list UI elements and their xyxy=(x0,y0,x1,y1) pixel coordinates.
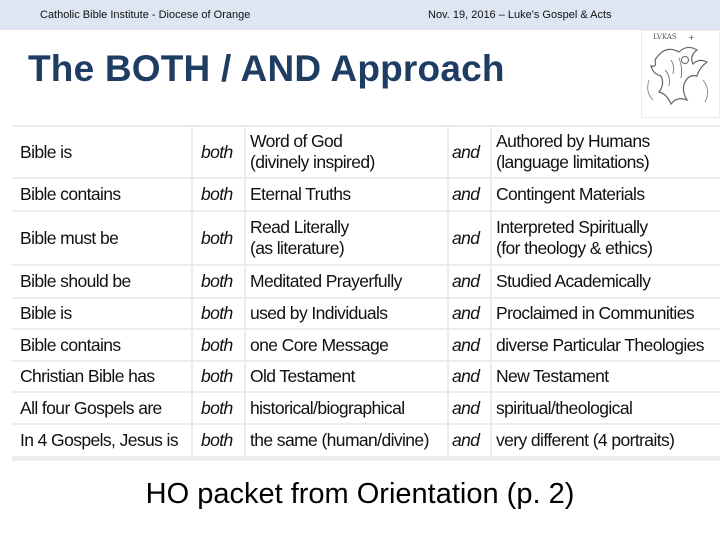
and-cell xyxy=(452,299,479,328)
column-divider xyxy=(447,127,449,177)
both-cell xyxy=(201,127,233,177)
and-cell xyxy=(452,266,479,297)
column-divider xyxy=(447,425,449,456)
both-cell xyxy=(201,393,233,423)
and-cell-text: and xyxy=(452,227,480,248)
and-cell-text: and xyxy=(452,430,480,450)
second-aspect-cell-text: Proclaimed in Communities xyxy=(496,303,694,323)
first-aspect-cell-text: used by Individuals xyxy=(250,303,388,323)
and-cell xyxy=(452,425,479,456)
and-cell-text: and xyxy=(452,141,480,162)
first-aspect-cell-text: historical/biographical xyxy=(250,397,405,418)
column-divider xyxy=(490,362,492,391)
subject-cell xyxy=(20,299,72,328)
table-row xyxy=(12,393,720,423)
footer-caption: HO packet from Orientation (p. 2) xyxy=(145,478,575,510)
slide-title: The BOTH / AND Approach xyxy=(28,48,505,89)
column-divider xyxy=(490,212,492,264)
subject-cell-text: All four Gospels are xyxy=(20,397,162,418)
column-divider xyxy=(191,212,193,264)
column-divider xyxy=(191,393,193,423)
first-aspect-cell xyxy=(250,362,355,391)
first-aspect-cell xyxy=(250,330,388,360)
column-divider xyxy=(490,330,492,360)
second-aspect-cell-text: (for theology & ethics) xyxy=(496,238,653,258)
column-divider xyxy=(447,212,449,264)
first-aspect-cell-text: (as literature) xyxy=(250,238,345,258)
subject-cell-text: Bible is xyxy=(20,141,72,162)
subject-cell-text: Bible contains xyxy=(20,184,121,204)
subject-cell-text: In 4 Gospels, Jesus is xyxy=(20,430,178,450)
course-title: Catholic Bible Institute - Diocese of Orange xyxy=(40,9,251,21)
column-divider xyxy=(244,212,246,264)
both-cell xyxy=(201,362,233,391)
and-cell-text: and xyxy=(452,334,480,355)
table-row xyxy=(12,362,720,391)
subject-cell xyxy=(20,212,118,264)
first-aspect-cell-text: the same (human/divine) xyxy=(250,430,429,450)
column-divider xyxy=(244,299,246,328)
column-divider xyxy=(490,179,492,210)
second-aspect-cell-text: very different (4 portraits) xyxy=(496,430,675,450)
subject-cell xyxy=(20,425,178,456)
subject-cell-text: Bible must be xyxy=(20,227,119,248)
column-divider xyxy=(244,425,246,456)
both-cell-text: both xyxy=(201,141,233,162)
column-divider xyxy=(490,127,492,177)
first-aspect-cell xyxy=(250,127,375,177)
and-cell-text: and xyxy=(452,366,480,386)
column-divider xyxy=(191,330,193,360)
first-aspect-cell-text: Read Literally xyxy=(250,217,349,237)
and-cell xyxy=(452,330,479,360)
subject-cell xyxy=(20,362,155,391)
second-aspect-cell-text: Studied Academically xyxy=(496,271,651,291)
second-aspect-cell xyxy=(496,212,652,264)
first-aspect-cell-text: Word of God xyxy=(250,131,343,151)
subject-cell-text: Christian Bible has xyxy=(20,366,155,386)
second-aspect-cell xyxy=(496,299,694,328)
column-divider xyxy=(244,362,246,391)
both-cell xyxy=(201,266,233,297)
second-aspect-cell-text: diverse Particular Theologies xyxy=(496,334,704,355)
table-row xyxy=(12,127,720,177)
first-aspect-cell xyxy=(250,299,387,328)
column-divider xyxy=(447,330,449,360)
both-cell-text: both xyxy=(201,430,233,450)
table-row xyxy=(12,330,720,360)
subject-cell-text: Bible should be xyxy=(20,271,131,291)
and-cell-text: and xyxy=(452,303,480,323)
first-aspect-cell xyxy=(250,393,404,423)
column-divider xyxy=(244,179,246,210)
column-divider xyxy=(447,393,449,423)
both-cell-text: both xyxy=(201,397,233,418)
column-divider xyxy=(490,425,492,456)
subject-cell xyxy=(20,330,121,360)
second-aspect-cell-text: Contingent Materials xyxy=(496,184,645,204)
both-cell-text: both xyxy=(201,271,233,291)
logo-caption: LVKAS xyxy=(653,33,677,41)
both-cell xyxy=(201,299,233,328)
second-aspect-cell-text: spiritual/theological xyxy=(496,397,633,418)
first-aspect-cell-text: Meditated Prayerfully xyxy=(250,271,402,291)
second-aspect-cell xyxy=(496,362,609,391)
first-aspect-cell xyxy=(250,179,351,210)
and-cell xyxy=(452,362,479,391)
column-divider xyxy=(490,266,492,297)
subject-cell xyxy=(20,393,162,423)
column-divider xyxy=(447,179,449,210)
table-row xyxy=(12,179,720,210)
header-bar xyxy=(0,0,720,30)
subject-cell-text: Bible contains xyxy=(20,334,121,355)
column-divider xyxy=(191,179,193,210)
first-aspect-cell xyxy=(250,425,429,456)
column-divider xyxy=(191,266,193,297)
second-aspect-cell xyxy=(496,330,704,360)
second-aspect-cell-text: Authored by Humans xyxy=(496,131,650,151)
second-aspect-cell xyxy=(496,393,632,423)
column-divider xyxy=(447,299,449,328)
subject-cell-text: Bible is xyxy=(20,303,72,323)
column-divider xyxy=(244,330,246,360)
subject-cell xyxy=(20,266,131,297)
second-aspect-cell-text: (language limitations) xyxy=(496,152,650,172)
column-divider xyxy=(191,299,193,328)
and-cell-text: and xyxy=(452,397,480,418)
second-aspect-cell xyxy=(496,127,650,177)
both-cell-text: both xyxy=(201,334,233,355)
and-cell-text: and xyxy=(452,184,480,204)
column-divider xyxy=(244,393,246,423)
column-divider xyxy=(191,362,193,391)
and-cell xyxy=(452,179,479,210)
column-divider xyxy=(244,127,246,177)
column-divider xyxy=(244,266,246,297)
second-aspect-cell xyxy=(496,179,645,210)
angel-logo-icon xyxy=(641,30,720,118)
column-divider xyxy=(490,299,492,328)
and-cell-text: and xyxy=(452,271,480,291)
table-row xyxy=(12,299,720,328)
column-divider xyxy=(191,127,193,177)
first-aspect-cell xyxy=(250,266,402,297)
second-aspect-cell xyxy=(496,425,674,456)
second-aspect-cell-text: New Testament xyxy=(496,366,609,386)
table-row xyxy=(12,266,720,297)
first-aspect-cell-text: Old Testament xyxy=(250,366,355,386)
column-divider xyxy=(447,362,449,391)
both-cell-text: both xyxy=(201,366,233,386)
both-cell xyxy=(201,179,233,210)
column-divider xyxy=(447,266,449,297)
both-cell xyxy=(201,330,233,360)
second-aspect-cell-text: Interpreted Spiritually xyxy=(496,217,648,237)
both-cell-text: both xyxy=(201,227,233,248)
first-aspect-cell-text: one Core Message xyxy=(250,334,389,355)
first-aspect-cell-text: Eternal Truths xyxy=(250,184,351,204)
and-cell xyxy=(452,212,479,264)
both-and-table xyxy=(12,125,720,461)
session-date: Nov. 19, 2016 – Luke's Gospel & Acts xyxy=(428,9,612,21)
both-cell xyxy=(201,212,233,264)
both-cell xyxy=(201,425,233,456)
both-cell-text: both xyxy=(201,184,233,204)
table-row xyxy=(12,212,720,264)
and-cell xyxy=(452,127,479,177)
column-divider xyxy=(191,425,193,456)
subject-cell xyxy=(20,127,72,177)
subject-cell xyxy=(20,179,121,210)
second-aspect-cell xyxy=(496,266,650,297)
both-cell-text: both xyxy=(201,303,233,323)
first-aspect-cell xyxy=(250,212,349,264)
svg-text:+: + xyxy=(688,33,695,42)
first-aspect-cell-text: (divinely inspired) xyxy=(250,152,375,172)
table-row xyxy=(12,425,720,456)
and-cell xyxy=(452,393,479,423)
column-divider xyxy=(490,393,492,423)
